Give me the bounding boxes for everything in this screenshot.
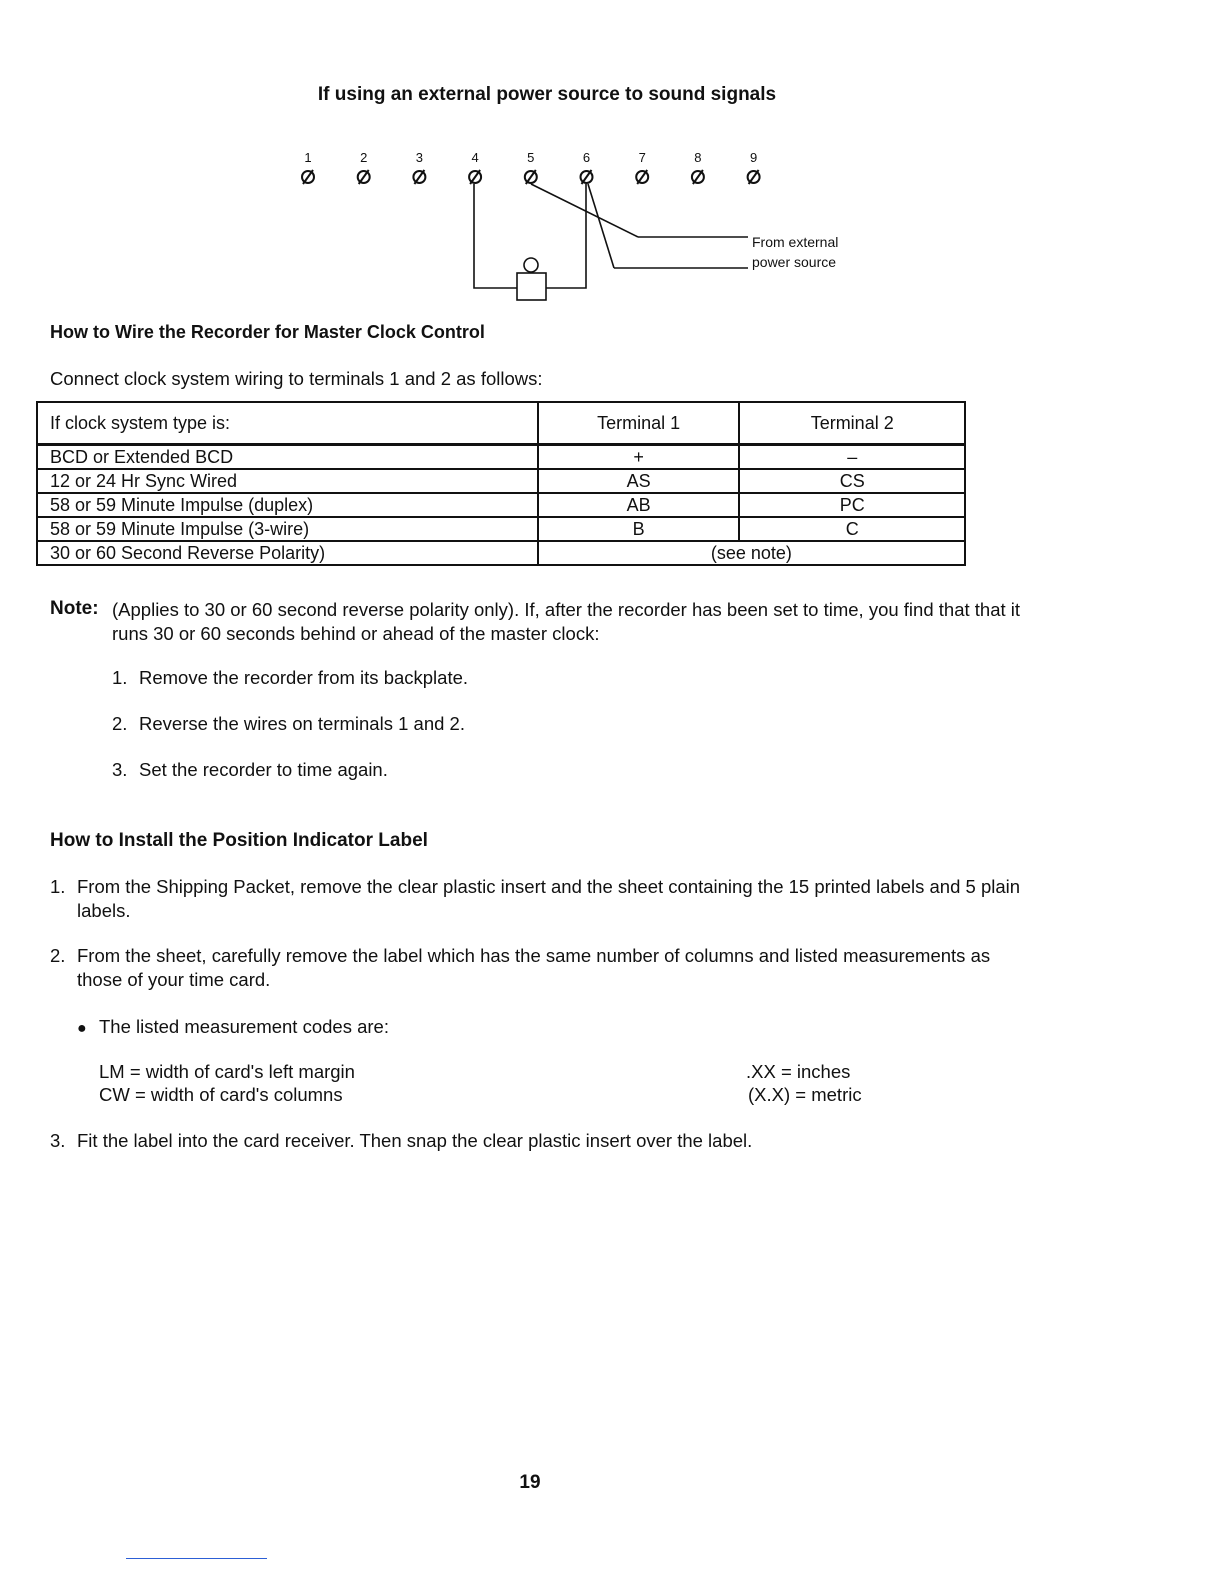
note-label: Note: <box>50 598 99 619</box>
row-terminal-2: CS <box>739 469 965 493</box>
row-terminal-2: C <box>739 517 965 541</box>
terminal-wiring-diagram <box>0 0 1224 320</box>
wiring-table <box>36 401 966 566</box>
table-row <box>37 445 965 470</box>
terminal-number: 9 <box>749 150 758 165</box>
bullet-icon: ● <box>77 1020 87 1037</box>
bullet-text: The listed measurement codes are: <box>99 1016 389 1037</box>
table-row <box>37 493 965 517</box>
terminal-number: 2 <box>360 150 368 165</box>
terminal-number: 8 <box>694 150 702 165</box>
table-header-row <box>37 402 965 445</box>
signal-lamp-icon <box>524 258 538 272</box>
code-xx: .XX = inches <box>746 1061 851 1082</box>
note-text: (Applies to 30 or 60 second reverse polarity only). If, after the recorder has been set to time, you find that that it runs 30 or 60 seconds behind or ahead of the master clock: <box>112 599 1021 644</box>
code-metric: (X.X) = metric <box>748 1084 862 1105</box>
terminal-number: 3 <box>415 150 424 165</box>
table-row <box>37 469 965 493</box>
row-type: 30 or 60 Second Reverse Polarity) <box>37 541 538 565</box>
table-row <box>37 517 965 541</box>
row-see-note: (see note) <box>538 541 965 565</box>
wiring-heading: How to Wire the Recorder for Master Clock Control <box>50 322 485 342</box>
wire-5-external <box>531 184 638 237</box>
row-type: BCD or Extended BCD <box>37 445 538 470</box>
step-number: 2. <box>50 945 66 966</box>
label-step-3 <box>50 1129 752 1153</box>
step-text: Set the recorder to time again. <box>139 759 388 780</box>
step-text: Remove the recorder from its backplate. <box>139 667 469 688</box>
row-terminal-2: – <box>739 445 965 470</box>
label-step-1 <box>50 875 1030 923</box>
page-number: 19 <box>519 1472 541 1493</box>
step-text: Fit the label into the card receiver. Then snap the clear plastic insert over the label. <box>77 1130 753 1151</box>
measurement-bullet <box>77 1015 389 1041</box>
row-terminal-1: AS <box>538 469 740 493</box>
header-clock-type: If clock system type is: <box>37 402 538 445</box>
step-text: From the sheet, carefully remove the label which has the same number of columns and listed measurements as those of your time card. <box>77 945 991 990</box>
external-label-line2: power source <box>752 254 837 270</box>
header-terminal-2: Terminal 2 <box>739 402 965 445</box>
row-type: 58 or 59 Minute Impulse (3-wire) <box>37 517 538 541</box>
row-type: 12 or 24 Hr Sync Wired <box>37 469 538 493</box>
signal-box-icon <box>517 273 546 300</box>
row-terminal-1: + <box>538 445 740 470</box>
step-number: 3. <box>50 1130 66 1151</box>
diagram-title: If using an external power source to sound signals <box>317 84 777 105</box>
note-step <box>112 759 388 781</box>
terminal-number: 4 <box>471 150 479 165</box>
row-terminal-1: AB <box>538 493 740 517</box>
step-text: From the Shipping Packet, remove the clear plastic insert and the sheet containing the 15 printed labels and 5 plain labels. <box>77 876 1021 921</box>
code-cw: CW = width of card's columns <box>99 1084 343 1105</box>
label-heading: How to Install the Position Indicator Label <box>50 830 428 851</box>
wire-4-to-lamp <box>474 184 517 288</box>
footer-rule <box>126 1558 267 1559</box>
row-terminal-2: PC <box>739 493 965 517</box>
label-step-2 <box>50 944 1030 992</box>
row-type: 58 or 59 Minute Impulse (duplex) <box>37 493 538 517</box>
wire-6-external <box>588 184 614 268</box>
row-terminal-1: B <box>538 517 740 541</box>
step-text: Reverse the wires on terminals 1 and 2. <box>139 713 465 734</box>
note-step <box>112 667 468 689</box>
step-number: 1. <box>112 667 128 688</box>
step-number: 3. <box>112 759 128 780</box>
code-lm: LM = width of card's left margin <box>99 1061 355 1082</box>
step-number: 1. <box>50 876 66 897</box>
terminal-number: 1 <box>304 150 312 165</box>
terminal-number: 7 <box>638 150 646 165</box>
external-label-line1: From external <box>752 234 839 250</box>
step-number: 2. <box>112 713 128 734</box>
table-row <box>37 541 965 565</box>
header-terminal-1: Terminal 1 <box>538 402 740 445</box>
note-step <box>112 713 465 735</box>
wiring-intro: Connect clock system wiring to terminals 1 and 2 as follows: <box>50 368 543 389</box>
terminal-number: 5 <box>527 150 535 165</box>
terminal-number: 6 <box>582 150 591 165</box>
wire-lamp-to-6 <box>546 184 586 288</box>
